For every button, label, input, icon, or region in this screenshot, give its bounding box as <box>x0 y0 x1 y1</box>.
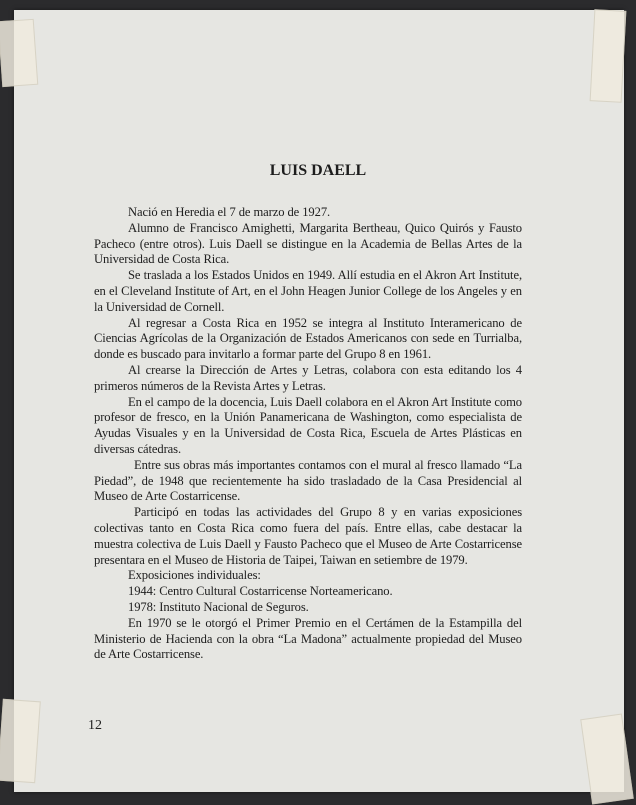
page-number: 12 <box>88 718 102 733</box>
page-title: LUIS DAELL <box>269 162 367 179</box>
paragraph: Al crearse la Dirección de Artes y Letras, colabora con esta editando los 4 primeros números de la Revista Artes y Letras. <box>94 362 522 393</box>
paragraph: 1944: Centro Cultural Costarricense Norteamericano. <box>128 584 393 599</box>
paragraph: Se traslada a los Estados Unidos en 1949. Allí estudia en el Akron Art Institute, en el Cleveland Institute of Art, en el John Heagen Junior College de los Angeles y en la Universidad de Cornell. <box>94 268 522 314</box>
paragraph: Al regresar a Costa Rica en 1952 se integra al Instituto Interamericano de Ciencias Agrícolas de la Organización de Estados Americanos con sede en Turrialba, donde es buscado para invitarlo a formar parte del Grupo 8 en 1961. <box>94 315 522 362</box>
paragraph: En 1970 se le otorgó el Primer Premio en el Certámen de la Estampilla del Ministerio de Hacienda con la obra “La Madona” actualmente propiedad del Museo de Arte Costarricense. <box>94 615 522 662</box>
paragraph: En el campo de la docencia, Luis Daell colabora en el Akron Art Institute como profesor de fresco, en la Unión Panamericana de Washington, como especialista de Ayudas Visuales y en la Universidad de Costa Rica, Escuela de Artes Plásticas en diversas cátedras. <box>94 394 522 456</box>
paragraph: Alumno de Francisco Amighetti, Margarita Bertheau, Quico Quirós y Fausto Pacheco (entre otros). Luis Daell se distingue en la Academia de Bellas Artes de la Universidad de Costa Rica. <box>94 220 522 267</box>
body-text <box>94 205 522 663</box>
paragraph: Nació en Heredia el 7 de marzo de 1927. <box>128 205 331 219</box>
tape-top-left <box>0 19 38 87</box>
tape-bottom-left <box>0 699 41 783</box>
paragraph: 1978: Instituto Nacional de Seguros. <box>128 599 309 614</box>
tape-top-right <box>590 9 627 103</box>
paragraph: Entre sus obras más importantes contamos con el mural al fresco llamado “La Piedad”, de 1948 que recientemente ha sido trasladado de la Casa Presidencial al Museo de Arte Costarricense. <box>94 457 522 504</box>
paragraph: Exposiciones individuales: <box>128 568 261 583</box>
paragraph: Participó en todas las actividades del Grupo 8 y en varias exposiciones colectivas tanto en Costa Rica como fuera del país. Entre ellas, cabe destacar la muestra colectiva de Luis Daell y Fausto Pacheco que el Museo de Arte Costarricense presentara en el Museo de Historia de Taipei, Taiwan en setiembre de 1979. <box>94 505 522 567</box>
